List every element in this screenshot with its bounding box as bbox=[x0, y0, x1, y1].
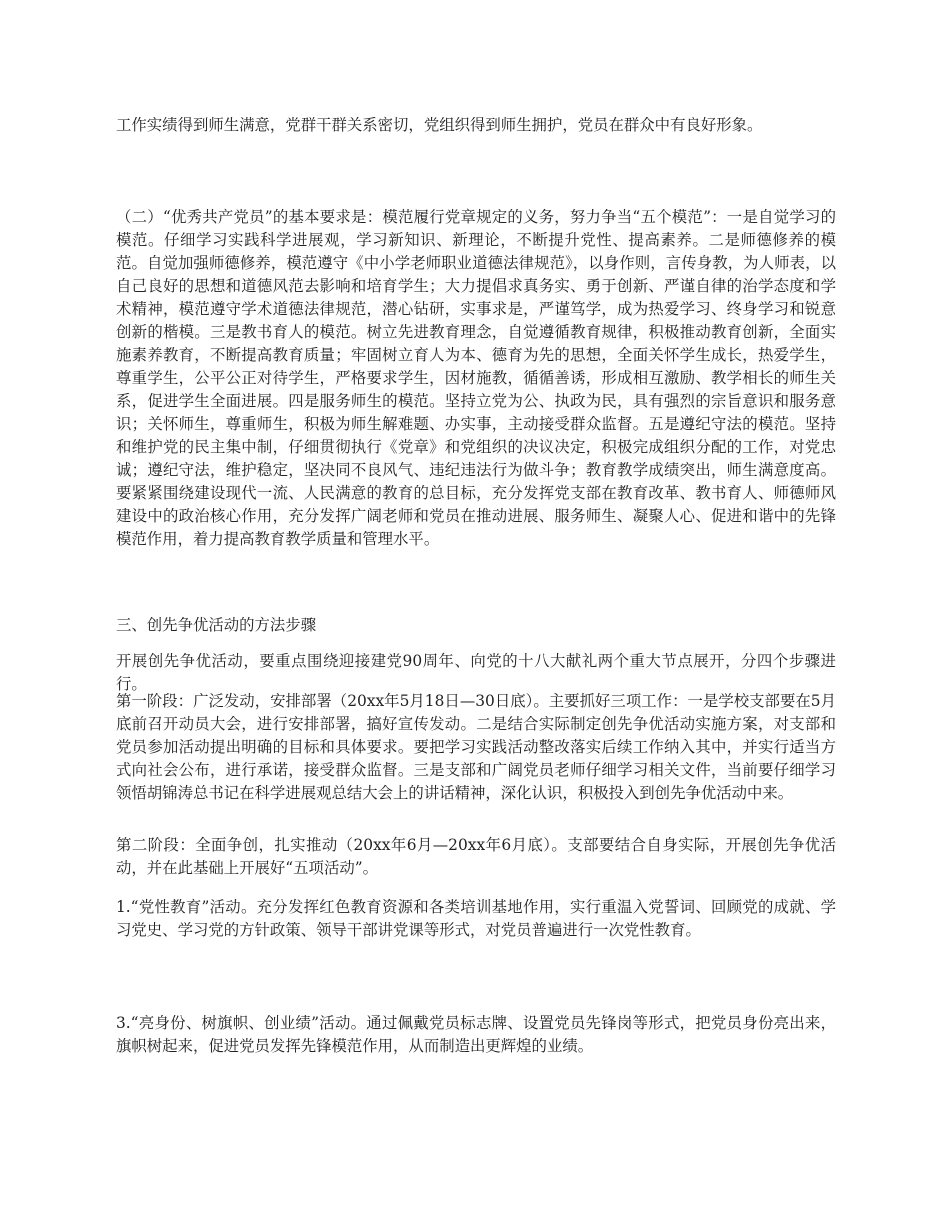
paragraph-show-identity-activity: 3.“亮身份、树旗帜、创业绩”活动。通过佩戴党员标志牌、设置党员先锋岗等形式，把党员身份亮出来，旗帜树起来，促进党员发挥先锋模范作用，从而制造出更辉煌的业绩。 bbox=[116, 1014, 836, 1055]
paragraph-four-steps-intro: 开展创先争优活动，要重点围绕迎接建党90周年、向党的十八大献礼两个重大节点展开，分四个步骤进行。 bbox=[116, 652, 836, 693]
paragraph-excellent-member-requirements: （二）“优秀共产党员”的基本要求是：模范履行党章规定的义务，努力争当“五个模范”：一是自觉学习的模范。仔细学习实践科学进展观，学习新知识、新理论，不断提升党性、提高素养。二是师德修养的模范。自觉加强师德修养，模范遵守《中小学老师职业道德法律规范》，以身作则，言传身教，为人师表，以自己良好的思想和道德风范去影响和培育学生；大力提倡求真务实、勇于创新、严谨自律的治学态度和学术精神，模范遵守学术道德法律规范，潜心钻研，实事求是，严谨笃学，成为热爱学习、终身学习和锐意创新的楷模。三是教书育人的模范。树立先进教育理念，自觉遵循教育规律，积极推动教育创新，全面实施素养教育，不断提高教育质量；牢固树立育人为本、德育为先的思想，全面关怀学生成长，热爱学生，尊重学生，公平公正对待学生，严格要求学生，因材施教，循循善诱，形成相互激励、教学相长的师生关系，促进学生全面进展。四是服务师生的模范。坚持立党为公、执政为民，具有强烈的宗旨意识和服务意识；关怀师生，尊重师生，积极为师生解难题、办实事，主动接受群众监督。五是遵纪守法的模范。坚持和维护党的民主集中制，仔细贯彻执行《党章》和党组织的决议决定，积极完成组织分配的工作，对党忠诚；遵纪守法，维护稳定，坚决同不良风气、违纪违法行为做斗争；教育教学成绩突出，师生满意度高。要紧紧围绕建设现代一流、人民满意的教育的总目标，充分发挥党支部在教育改革、教书育人、师德师风建设中的政治核心作用，充分发挥广阔老师和党员在推动进展、服务师生、凝聚人心、促进和谐中的先锋模范作用，着力提高教育教学质量和管理水平。 bbox=[116, 208, 836, 548]
paragraph-stage-two: 第二阶段：全面争创，扎实推动（20xx年6月—20xx年6月底）。支部要结合自身实际，开展创先争优活动，并在此基础上开展好“五项活动”。 bbox=[116, 836, 836, 877]
section-heading-method-steps: 三、创先争优活动的方法步骤 bbox=[116, 616, 317, 634]
paragraph-stage-one: 第一阶段：广泛发动，安排部署（20xx年5月18日—30日底）。主要抓好三项工作：一是学校支部要在5月底前召开动员大会，进行安排部署，搞好宣传发动。二是结合实际制定创先争优活动实施方案，对支部和党员参加活动提出明确的目标和具体要求。要把学习实践活动整改落实后续工作纳入其中，并实行适当方式向社会公布，进行承诺，接受群众监督。三是支部和广阔党员老师仔细学习相关文件，当前要仔细学习领悟胡锦涛总书记在科学进展观总结大会上的讲话精神，深化认识，积极投入到创先争优活动中来。 bbox=[116, 692, 836, 802]
paragraph-party-spirit-education: 1.“党性教育”活动。充分发挥红色教育资源和各类培训基地作用，实行重温入党誓词、回顾党的成就、学习党史、学习党的方针政策、领导干部讲党课等形式，对党员普遍进行一次党性教育。 bbox=[116, 898, 836, 939]
paragraph-continuation: 工作实绩得到师生满意，党群干群关系密切，党组织得到师生拥护，党员在群众中有良好形象。 bbox=[116, 116, 763, 134]
